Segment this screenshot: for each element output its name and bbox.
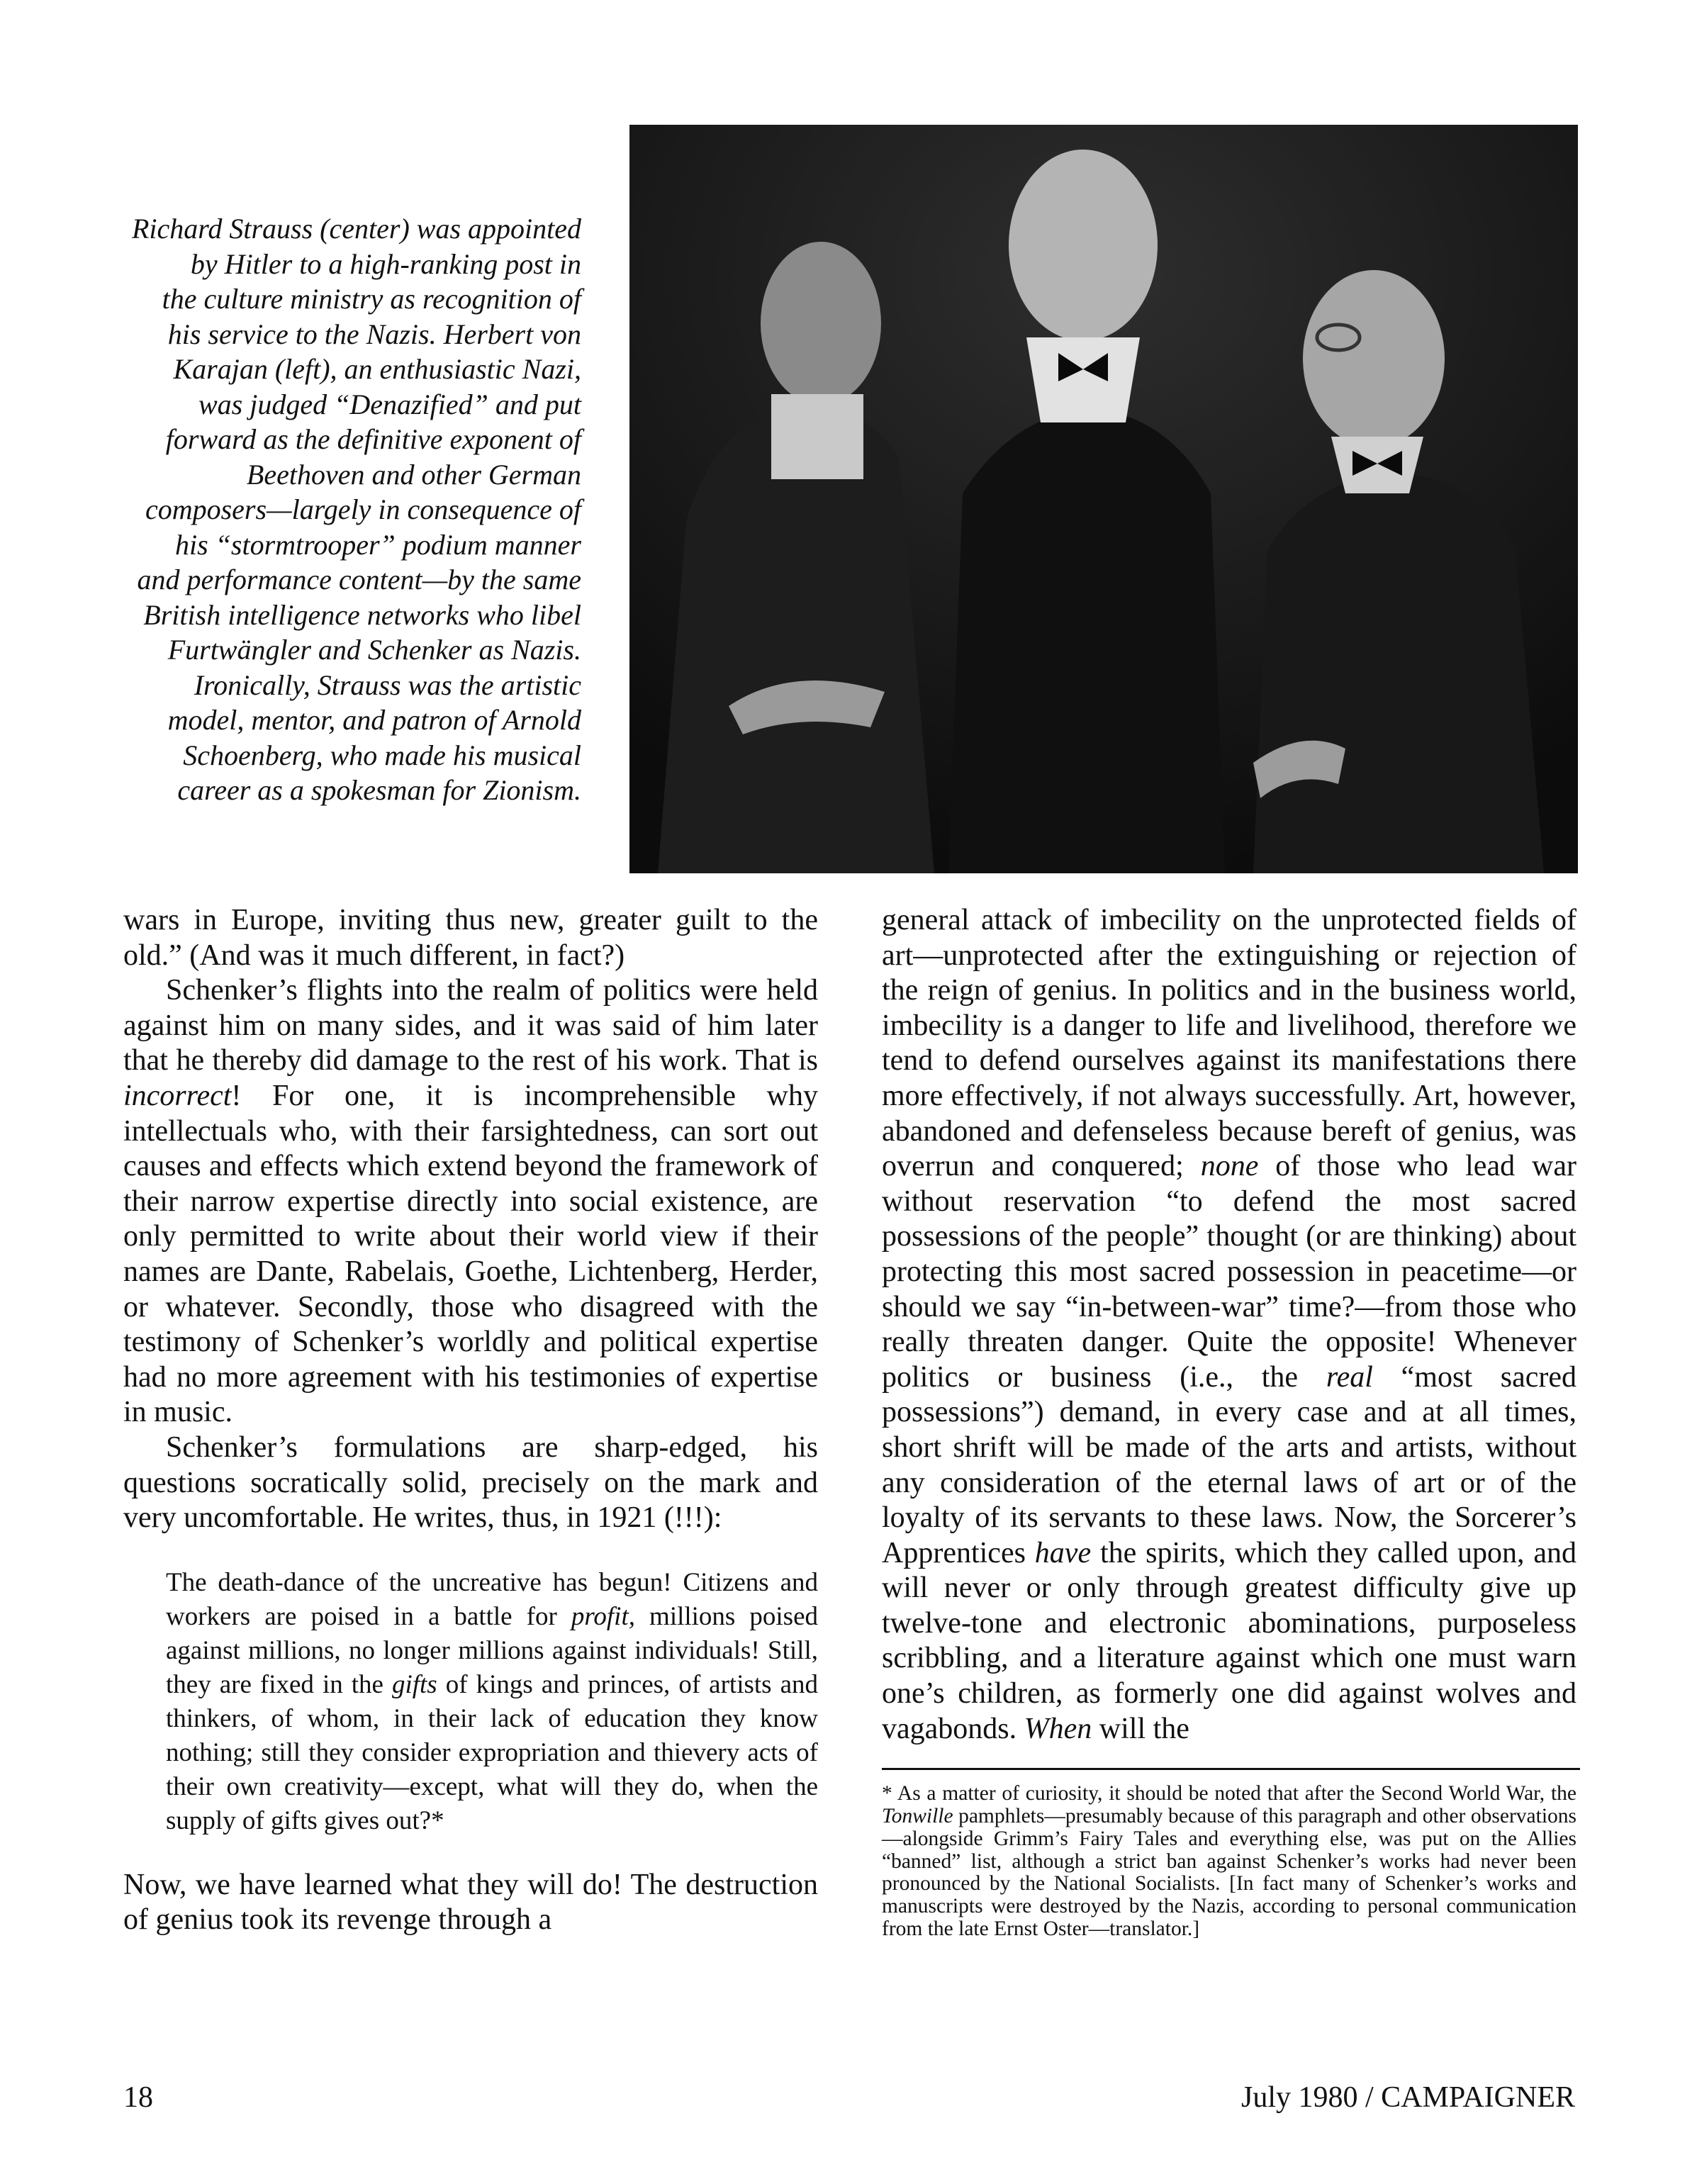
text-run: The death-dance of the uncreative has begun! Citizens and workers are poised in a battle for (166, 1567, 818, 1631)
emphasis: have (1034, 1536, 1092, 1569)
caption-line: was judged “Denazified” and put (198, 388, 581, 420)
caption-line: Furtwängler and Schenker as Nazis. (167, 634, 581, 666)
caption-line: by Hitler to a high-ranking post in (190, 247, 581, 280)
emphasis: real (1326, 1360, 1373, 1394)
caption-line: composers—largely in consequence of (145, 493, 581, 525)
text-run: millions poised against millions, no longer millions against individuals! Still, they are fixed in the (166, 1601, 818, 1699)
caption-line: forward as the definitive exponent of (165, 423, 581, 455)
text-run: of those who lead war without reservation “to defend the most sacred possessions of the people” thought (or are thinking) about protecting this most sacred possession in peacetime—or should we say “in-between-war” time?—from those who really threaten danger. Quite the opposite! Whenever politics or business (i.e., the (882, 1150, 1576, 1394)
footnote (882, 1783, 1576, 1941)
emphasis: none (1200, 1150, 1259, 1183)
caption-line: career as a spokesman for Zionism. (177, 774, 581, 806)
paragraph: Schenker’s formulations are sharp-edged, his questions socratically solid, precisely on the mark and very uncomfortable. He writes, thus, in 1921 (!!!): (123, 1430, 818, 1535)
caption-line: Schoenberg, who made his musical (183, 739, 581, 771)
page-number: 18 (123, 2081, 153, 2114)
caption-line: Richard Strauss (center) was appointed (131, 213, 581, 245)
caption-line: British intelligence networks who libel (143, 598, 581, 631)
text-run: * As a matter of curiosity, it should be noted that after the Second World War, the (882, 1782, 1576, 1805)
text-run: general attack of imbecility on the unprotected fields of art—unprotected after the extinguishing or rejection of the reign of genius. In politics and in the business world, imbecility is a danger to life and livelihood, therefore we tend to defend ourselves against its manifestations there more effectively, if not always successfully. Art, however, abandoned and defenseless because bereft of genius, was overrun and conquered; (882, 904, 1576, 1183)
caption-line: Beethoven and other German (246, 458, 581, 491)
photo-illustration (629, 125, 1578, 873)
emphasis: When (1024, 1712, 1092, 1745)
article-left-column (123, 903, 818, 1938)
paragraph: Now, we have learned what they will do! The destruction of genius took its revenge through a (123, 1868, 818, 1937)
paragraph (123, 973, 818, 1430)
caption-line: his “stormtrooper” podium manner (174, 528, 581, 561)
paragraph (882, 903, 1576, 1747)
text-run: pamphlets—presumably because of this paragraph and other observations—alongside Grimm’s Fairy Tales and everything else, was put on the Allies “banned” list, although a strict ban against Schenker’s works had never been pronounced by the National Socialists. [In fact many of Schenker’s works and manuscripts were destroyed by the Nazis, according to personal communication from the late Ernst Oster—translator.] (882, 1805, 1576, 1941)
photograph-three-men (629, 125, 1578, 873)
caption-line: model, mentor, and patron of Arnold (167, 704, 581, 736)
text-run: ! For one, it is incomprehensible why intellectuals who, with their farsightedness, can sort out causes and effects which extend beyond the framework of their narrow expertise directly into social existence, are only permitted to write about their world view if their names are Dante, Rabelais, Goethe, Lichtenberg, Herder, or whatever. Secondly, those who disagreed with the testimony of Schenker’s worldly and political expertise had no more agreement with his testimonies of expertise in music. (123, 1079, 818, 1429)
emphasis: profit, (571, 1601, 635, 1631)
caption-line: Ironically, Strauss was the artistic (194, 668, 581, 701)
paragraph: wars in Europe, inviting thus new, greater guilt to the old.” (And was it much different, in fact?) (123, 904, 818, 972)
caption-line: and performance content—by the same (137, 564, 581, 595)
footnote-text (882, 1783, 1576, 1941)
text-run: will the (1092, 1712, 1189, 1745)
emphasis: gifts (391, 1669, 437, 1699)
text-run: Schenker’s flights into the realm of politics were held against him on many sides, and it was said of him later that he thereby did damage to the rest of his work. That is (123, 974, 818, 1077)
footnote-divider (882, 1768, 1580, 1770)
quote-text (166, 1566, 818, 1838)
emphasis: incorrect (123, 1079, 232, 1112)
text-run: “most sacred possessions”) demand, in every case and at all times, short shrift will be made of the arts and artists, without any consideration of the eternal laws of art or of the loyalty of its servants to these laws. Now, the Sorcerer’s Apprentices (882, 1360, 1576, 1569)
running-footer: July 1980 / CAMPAIGNER (1240, 2081, 1575, 2114)
block-quote (166, 1566, 818, 1838)
text-run: of kings and princes, of artists and thinkers, of whom, in their lack of education they know nothing; still they consider expropriation and thievery acts of their own creativity—except, what will they do, when the supply of gifts gives out?* (166, 1669, 818, 1835)
emphasis: Tonwille (882, 1805, 953, 1828)
caption-line: the culture ministry as recognition of (162, 283, 581, 315)
caption-line: his service to the Nazis. Herbert von (167, 318, 581, 350)
article-right-column (882, 903, 1576, 1941)
caption-line: Karajan (left), an enthusiastic Nazi, (173, 353, 581, 385)
photo-caption (99, 211, 581, 808)
text-run: the spirits, which they called upon, and will never or only through greatest difficulty give up twelve-tone and electronic abominations, purposeless scribbling, and a literature against which one must warn one’s children, as formerly one did against wolves and vagabonds. (882, 1536, 1576, 1745)
